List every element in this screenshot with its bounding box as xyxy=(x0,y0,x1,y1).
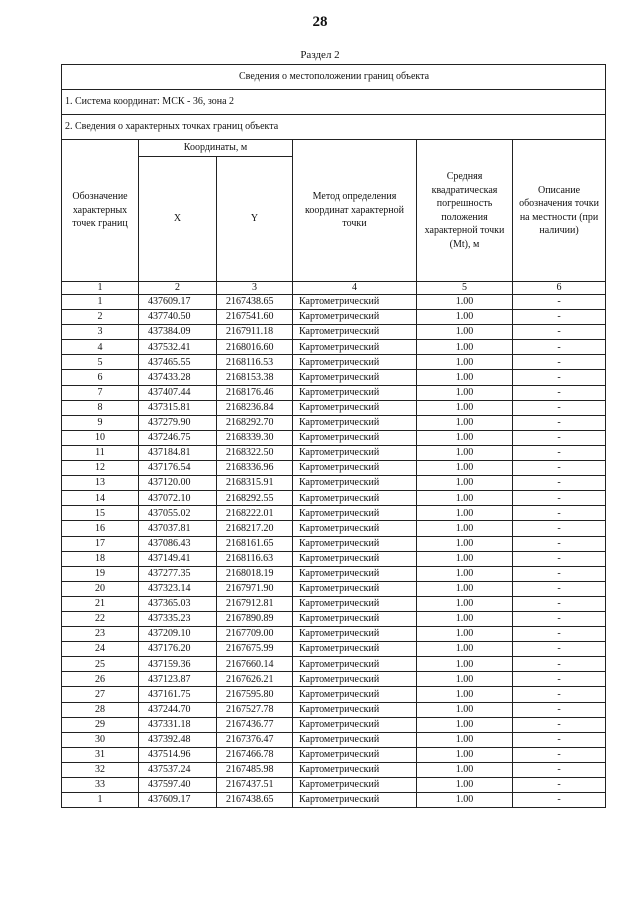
cell-y: 2167541.60 xyxy=(217,310,293,325)
cell-method: Картометрический xyxy=(293,400,417,415)
cell-y: 2167438.65 xyxy=(217,793,293,808)
cell-error: 1.00 xyxy=(417,476,513,491)
cell-method: Картометрический xyxy=(293,476,417,491)
table-row xyxy=(62,370,606,385)
cell-error: 1.00 xyxy=(417,491,513,506)
cell-error: 1.00 xyxy=(417,445,513,460)
table-row xyxy=(62,385,606,400)
table-row xyxy=(62,672,606,687)
cell-description: - xyxy=(513,581,606,596)
cell-x: 437365.03 xyxy=(139,596,217,611)
cell-method: Картометрический xyxy=(293,340,417,355)
cell-description: - xyxy=(513,672,606,687)
cell-error: 1.00 xyxy=(417,642,513,657)
cell-x: 437609.17 xyxy=(139,793,217,808)
cell-x: 437537.24 xyxy=(139,762,217,777)
cell-point: 19 xyxy=(62,566,139,581)
cell-x: 437514.96 xyxy=(139,747,217,762)
cell-point: 1 xyxy=(62,793,139,808)
table-row xyxy=(62,536,606,551)
cell-y: 2168292.70 xyxy=(217,415,293,430)
cell-point: 29 xyxy=(62,717,139,732)
cell-description: - xyxy=(513,702,606,717)
cell-x: 437331.18 xyxy=(139,717,217,732)
cell-x: 437161.75 xyxy=(139,687,217,702)
cell-error: 1.00 xyxy=(417,415,513,430)
cell-description: - xyxy=(513,732,606,747)
cell-y: 2167436.77 xyxy=(217,717,293,732)
cell-error: 1.00 xyxy=(417,596,513,611)
header-x: X xyxy=(139,157,217,282)
cell-method: Картометрический xyxy=(293,642,417,657)
table-row xyxy=(62,778,606,793)
cell-x: 437609.17 xyxy=(139,295,217,310)
cell-method: Картометрический xyxy=(293,506,417,521)
cell-description: - xyxy=(513,476,606,491)
cell-description: - xyxy=(513,370,606,385)
cell-point: 13 xyxy=(62,476,139,491)
cell-description: - xyxy=(513,536,606,551)
cell-x: 437244.70 xyxy=(139,702,217,717)
table-row xyxy=(62,581,606,596)
cell-x: 437740.50 xyxy=(139,310,217,325)
cell-y: 2167437.51 xyxy=(217,778,293,793)
cell-description: - xyxy=(513,385,606,400)
cell-error: 1.00 xyxy=(417,400,513,415)
table-row xyxy=(62,657,606,672)
cell-point: 1 xyxy=(62,295,139,310)
table-row xyxy=(62,430,606,445)
cell-x: 437407.44 xyxy=(139,385,217,400)
cell-error: 1.00 xyxy=(417,672,513,687)
table-row xyxy=(62,355,606,370)
cell-x: 437037.81 xyxy=(139,521,217,536)
cell-description: - xyxy=(513,355,606,370)
column-number: 6 xyxy=(513,282,606,295)
cell-method: Картометрический xyxy=(293,415,417,430)
cell-x: 437176.54 xyxy=(139,461,217,476)
cell-point: 11 xyxy=(62,445,139,460)
cell-description: - xyxy=(513,627,606,642)
cell-y: 2167660.14 xyxy=(217,657,293,672)
cell-description: - xyxy=(513,611,606,626)
table-row xyxy=(62,762,606,777)
cell-method: Картометрический xyxy=(293,370,417,385)
cell-point: 25 xyxy=(62,657,139,672)
cell-description: - xyxy=(513,340,606,355)
cell-y: 2168176.46 xyxy=(217,385,293,400)
cell-x: 437072.10 xyxy=(139,491,217,506)
header-coordinates: Координаты, м xyxy=(139,140,293,157)
cell-method: Картометрический xyxy=(293,596,417,611)
cell-point: 6 xyxy=(62,370,139,385)
table-row xyxy=(62,732,606,747)
cell-description: - xyxy=(513,596,606,611)
table-row xyxy=(62,717,606,732)
cell-point: 3 xyxy=(62,325,139,340)
cell-point: 5 xyxy=(62,355,139,370)
cell-point: 12 xyxy=(62,461,139,476)
cell-x: 437086.43 xyxy=(139,536,217,551)
cell-error: 1.00 xyxy=(417,702,513,717)
cell-y: 2167466.78 xyxy=(217,747,293,762)
cell-description: - xyxy=(513,461,606,476)
cell-description: - xyxy=(513,310,606,325)
cell-error: 1.00 xyxy=(417,521,513,536)
cell-x: 437055.02 xyxy=(139,506,217,521)
cell-y: 2168322.50 xyxy=(217,445,293,460)
cell-method: Картометрический xyxy=(293,461,417,476)
table-row xyxy=(62,521,606,536)
cell-y: 2167890.89 xyxy=(217,611,293,626)
cell-point: 32 xyxy=(62,762,139,777)
cell-point: 4 xyxy=(62,340,139,355)
table-row xyxy=(62,310,606,325)
cell-y: 2167527.78 xyxy=(217,702,293,717)
cell-method: Картометрический xyxy=(293,747,417,762)
cell-x: 437323.14 xyxy=(139,581,217,596)
table-title: Сведения о местоположении границ объекта xyxy=(62,65,606,90)
cell-method: Картометрический xyxy=(293,521,417,536)
cell-x: 437246.75 xyxy=(139,430,217,445)
cell-x: 437277.35 xyxy=(139,566,217,581)
cell-description: - xyxy=(513,415,606,430)
cell-x: 437335.23 xyxy=(139,611,217,626)
column-number: 5 xyxy=(417,282,513,295)
cell-error: 1.00 xyxy=(417,310,513,325)
cell-error: 1.00 xyxy=(417,687,513,702)
cell-point: 7 xyxy=(62,385,139,400)
table-row xyxy=(62,596,606,611)
cell-error: 1.00 xyxy=(417,506,513,521)
cell-point: 22 xyxy=(62,611,139,626)
cell-y: 2168116.53 xyxy=(217,355,293,370)
table-row xyxy=(62,551,606,566)
header-y: Y xyxy=(217,157,293,282)
table-row xyxy=(62,445,606,460)
cell-description: - xyxy=(513,325,606,340)
cell-error: 1.00 xyxy=(417,325,513,340)
cell-method: Картометрический xyxy=(293,355,417,370)
cell-description: - xyxy=(513,295,606,310)
table-row xyxy=(62,642,606,657)
cell-point: 18 xyxy=(62,551,139,566)
table-row xyxy=(62,400,606,415)
column-number: 1 xyxy=(62,282,139,295)
cell-point: 26 xyxy=(62,672,139,687)
cell-description: - xyxy=(513,566,606,581)
cell-y: 2167911.18 xyxy=(217,325,293,340)
cell-y: 2168315.91 xyxy=(217,476,293,491)
cell-y: 2168217.20 xyxy=(217,521,293,536)
cell-method: Картометрический xyxy=(293,295,417,310)
cell-x: 437279.90 xyxy=(139,415,217,430)
cell-error: 1.00 xyxy=(417,566,513,581)
table-row xyxy=(62,325,606,340)
table-row xyxy=(62,702,606,717)
cell-point: 23 xyxy=(62,627,139,642)
cell-y: 2167376.47 xyxy=(217,732,293,747)
cell-point: 15 xyxy=(62,506,139,521)
cell-method: Картометрический xyxy=(293,551,417,566)
cell-x: 437315.81 xyxy=(139,400,217,415)
cell-y: 2168222.01 xyxy=(217,506,293,521)
cell-description: - xyxy=(513,793,606,808)
cell-method: Картометрический xyxy=(293,430,417,445)
cell-error: 1.00 xyxy=(417,461,513,476)
cell-x: 437392.48 xyxy=(139,732,217,747)
cell-y: 2168116.63 xyxy=(217,551,293,566)
page-number: 28 xyxy=(312,14,328,30)
table-row xyxy=(62,295,606,310)
table-row xyxy=(62,461,606,476)
cell-description: - xyxy=(513,762,606,777)
cell-x: 437532.41 xyxy=(139,340,217,355)
cell-point: 9 xyxy=(62,415,139,430)
cell-description: - xyxy=(513,642,606,657)
header-point: Обозначение характерных точек границ xyxy=(62,140,139,282)
table-row xyxy=(62,566,606,581)
cell-point: 16 xyxy=(62,521,139,536)
cell-y: 2167626.21 xyxy=(217,672,293,687)
cell-error: 1.00 xyxy=(417,370,513,385)
table-row xyxy=(62,506,606,521)
cell-y: 2168016.60 xyxy=(217,340,293,355)
table-row xyxy=(62,627,606,642)
cell-y: 2167485.98 xyxy=(217,762,293,777)
cell-error: 1.00 xyxy=(417,747,513,762)
cell-description: - xyxy=(513,521,606,536)
cell-point: 31 xyxy=(62,747,139,762)
header-description: Описание обозначения точки на местности (при наличии) xyxy=(513,140,606,282)
cell-method: Картометрический xyxy=(293,536,417,551)
cell-y: 2167912.81 xyxy=(217,596,293,611)
cell-method: Картометрический xyxy=(293,793,417,808)
cell-error: 1.00 xyxy=(417,581,513,596)
cell-y: 2167595.80 xyxy=(217,687,293,702)
cell-error: 1.00 xyxy=(417,778,513,793)
cell-error: 1.00 xyxy=(417,627,513,642)
cell-y: 2168153.38 xyxy=(217,370,293,385)
cell-point: 17 xyxy=(62,536,139,551)
cell-error: 1.00 xyxy=(417,355,513,370)
cell-x: 437465.55 xyxy=(139,355,217,370)
cell-method: Картометрический xyxy=(293,385,417,400)
cell-point: 10 xyxy=(62,430,139,445)
cell-point: 21 xyxy=(62,596,139,611)
column-number-row xyxy=(62,282,606,295)
coordinate-system-line: 1. Система координат: МСК - 36, зона 2 xyxy=(62,90,606,115)
cell-description: - xyxy=(513,687,606,702)
cell-error: 1.00 xyxy=(417,551,513,566)
cell-x: 437159.36 xyxy=(139,657,217,672)
cell-method: Картометрический xyxy=(293,687,417,702)
column-number: 3 xyxy=(217,282,293,295)
cell-x: 437176.20 xyxy=(139,642,217,657)
cell-y: 2168161.65 xyxy=(217,536,293,551)
cell-description: - xyxy=(513,778,606,793)
cell-description: - xyxy=(513,506,606,521)
cell-method: Картометрический xyxy=(293,778,417,793)
cell-point: 8 xyxy=(62,400,139,415)
table-row xyxy=(62,687,606,702)
cell-y: 2167971.90 xyxy=(217,581,293,596)
header-error: Средняя квадратическая погрешность положения характерной точки (Mt), м xyxy=(417,140,513,282)
header-method: Метод определения координат характерной точки xyxy=(293,140,417,282)
cell-description: - xyxy=(513,747,606,762)
cell-point: 30 xyxy=(62,732,139,747)
cell-y: 2168336.96 xyxy=(217,461,293,476)
cell-error: 1.00 xyxy=(417,611,513,626)
cell-error: 1.00 xyxy=(417,717,513,732)
column-number: 2 xyxy=(139,282,217,295)
cell-x: 437123.87 xyxy=(139,672,217,687)
cell-error: 1.00 xyxy=(417,762,513,777)
cell-x: 437209.10 xyxy=(139,627,217,642)
cell-method: Картометрический xyxy=(293,672,417,687)
cell-x: 437184.81 xyxy=(139,445,217,460)
cell-error: 1.00 xyxy=(417,536,513,551)
cell-x: 437384.09 xyxy=(139,325,217,340)
table-row xyxy=(62,476,606,491)
section-label: Раздел 2 xyxy=(300,49,340,61)
cell-x: 437120.00 xyxy=(139,476,217,491)
cell-method: Картометрический xyxy=(293,657,417,672)
cell-method: Картометрический xyxy=(293,581,417,596)
cell-method: Картометрический xyxy=(293,325,417,340)
cell-error: 1.00 xyxy=(417,295,513,310)
cell-y: 2168018.19 xyxy=(217,566,293,581)
table-row xyxy=(62,340,606,355)
cell-y: 2168292.55 xyxy=(217,491,293,506)
cell-x: 437597.40 xyxy=(139,778,217,793)
cell-description: - xyxy=(513,445,606,460)
table-row xyxy=(62,793,606,808)
cell-point: 24 xyxy=(62,642,139,657)
cell-point: 33 xyxy=(62,778,139,793)
table-row xyxy=(62,491,606,506)
cell-error: 1.00 xyxy=(417,732,513,747)
cell-y: 2167709.00 xyxy=(217,627,293,642)
cell-method: Картометрический xyxy=(293,732,417,747)
cell-method: Картометрический xyxy=(293,627,417,642)
cell-point: 20 xyxy=(62,581,139,596)
cell-x: 437433.28 xyxy=(139,370,217,385)
cell-description: - xyxy=(513,717,606,732)
cell-description: - xyxy=(513,657,606,672)
cell-description: - xyxy=(513,551,606,566)
cell-point: 28 xyxy=(62,702,139,717)
cell-method: Картометрический xyxy=(293,702,417,717)
cell-y: 2168339.30 xyxy=(217,430,293,445)
cell-description: - xyxy=(513,430,606,445)
cell-method: Картометрический xyxy=(293,310,417,325)
cell-method: Картометрический xyxy=(293,762,417,777)
cell-point: 14 xyxy=(62,491,139,506)
cell-method: Картометрический xyxy=(293,445,417,460)
column-number: 4 xyxy=(293,282,417,295)
cell-error: 1.00 xyxy=(417,657,513,672)
cell-error: 1.00 xyxy=(417,430,513,445)
cell-y: 2167675.99 xyxy=(217,642,293,657)
cell-point: 27 xyxy=(62,687,139,702)
cell-y: 2167438.65 xyxy=(217,295,293,310)
boundary-points-table xyxy=(61,64,606,808)
cell-method: Картометрический xyxy=(293,611,417,626)
cell-error: 1.00 xyxy=(417,385,513,400)
cell-method: Картометрический xyxy=(293,717,417,732)
cell-description: - xyxy=(513,400,606,415)
cell-y: 2168236.84 xyxy=(217,400,293,415)
points-section-line: 2. Сведения о характерных точках границ объекта xyxy=(62,115,606,140)
table-row xyxy=(62,415,606,430)
cell-x: 437149.41 xyxy=(139,551,217,566)
cell-error: 1.00 xyxy=(417,340,513,355)
cell-error: 1.00 xyxy=(417,793,513,808)
cell-method: Картометрический xyxy=(293,491,417,506)
cell-point: 2 xyxy=(62,310,139,325)
cell-method: Картометрический xyxy=(293,566,417,581)
cell-description: - xyxy=(513,491,606,506)
table-row xyxy=(62,611,606,626)
table-row xyxy=(62,747,606,762)
